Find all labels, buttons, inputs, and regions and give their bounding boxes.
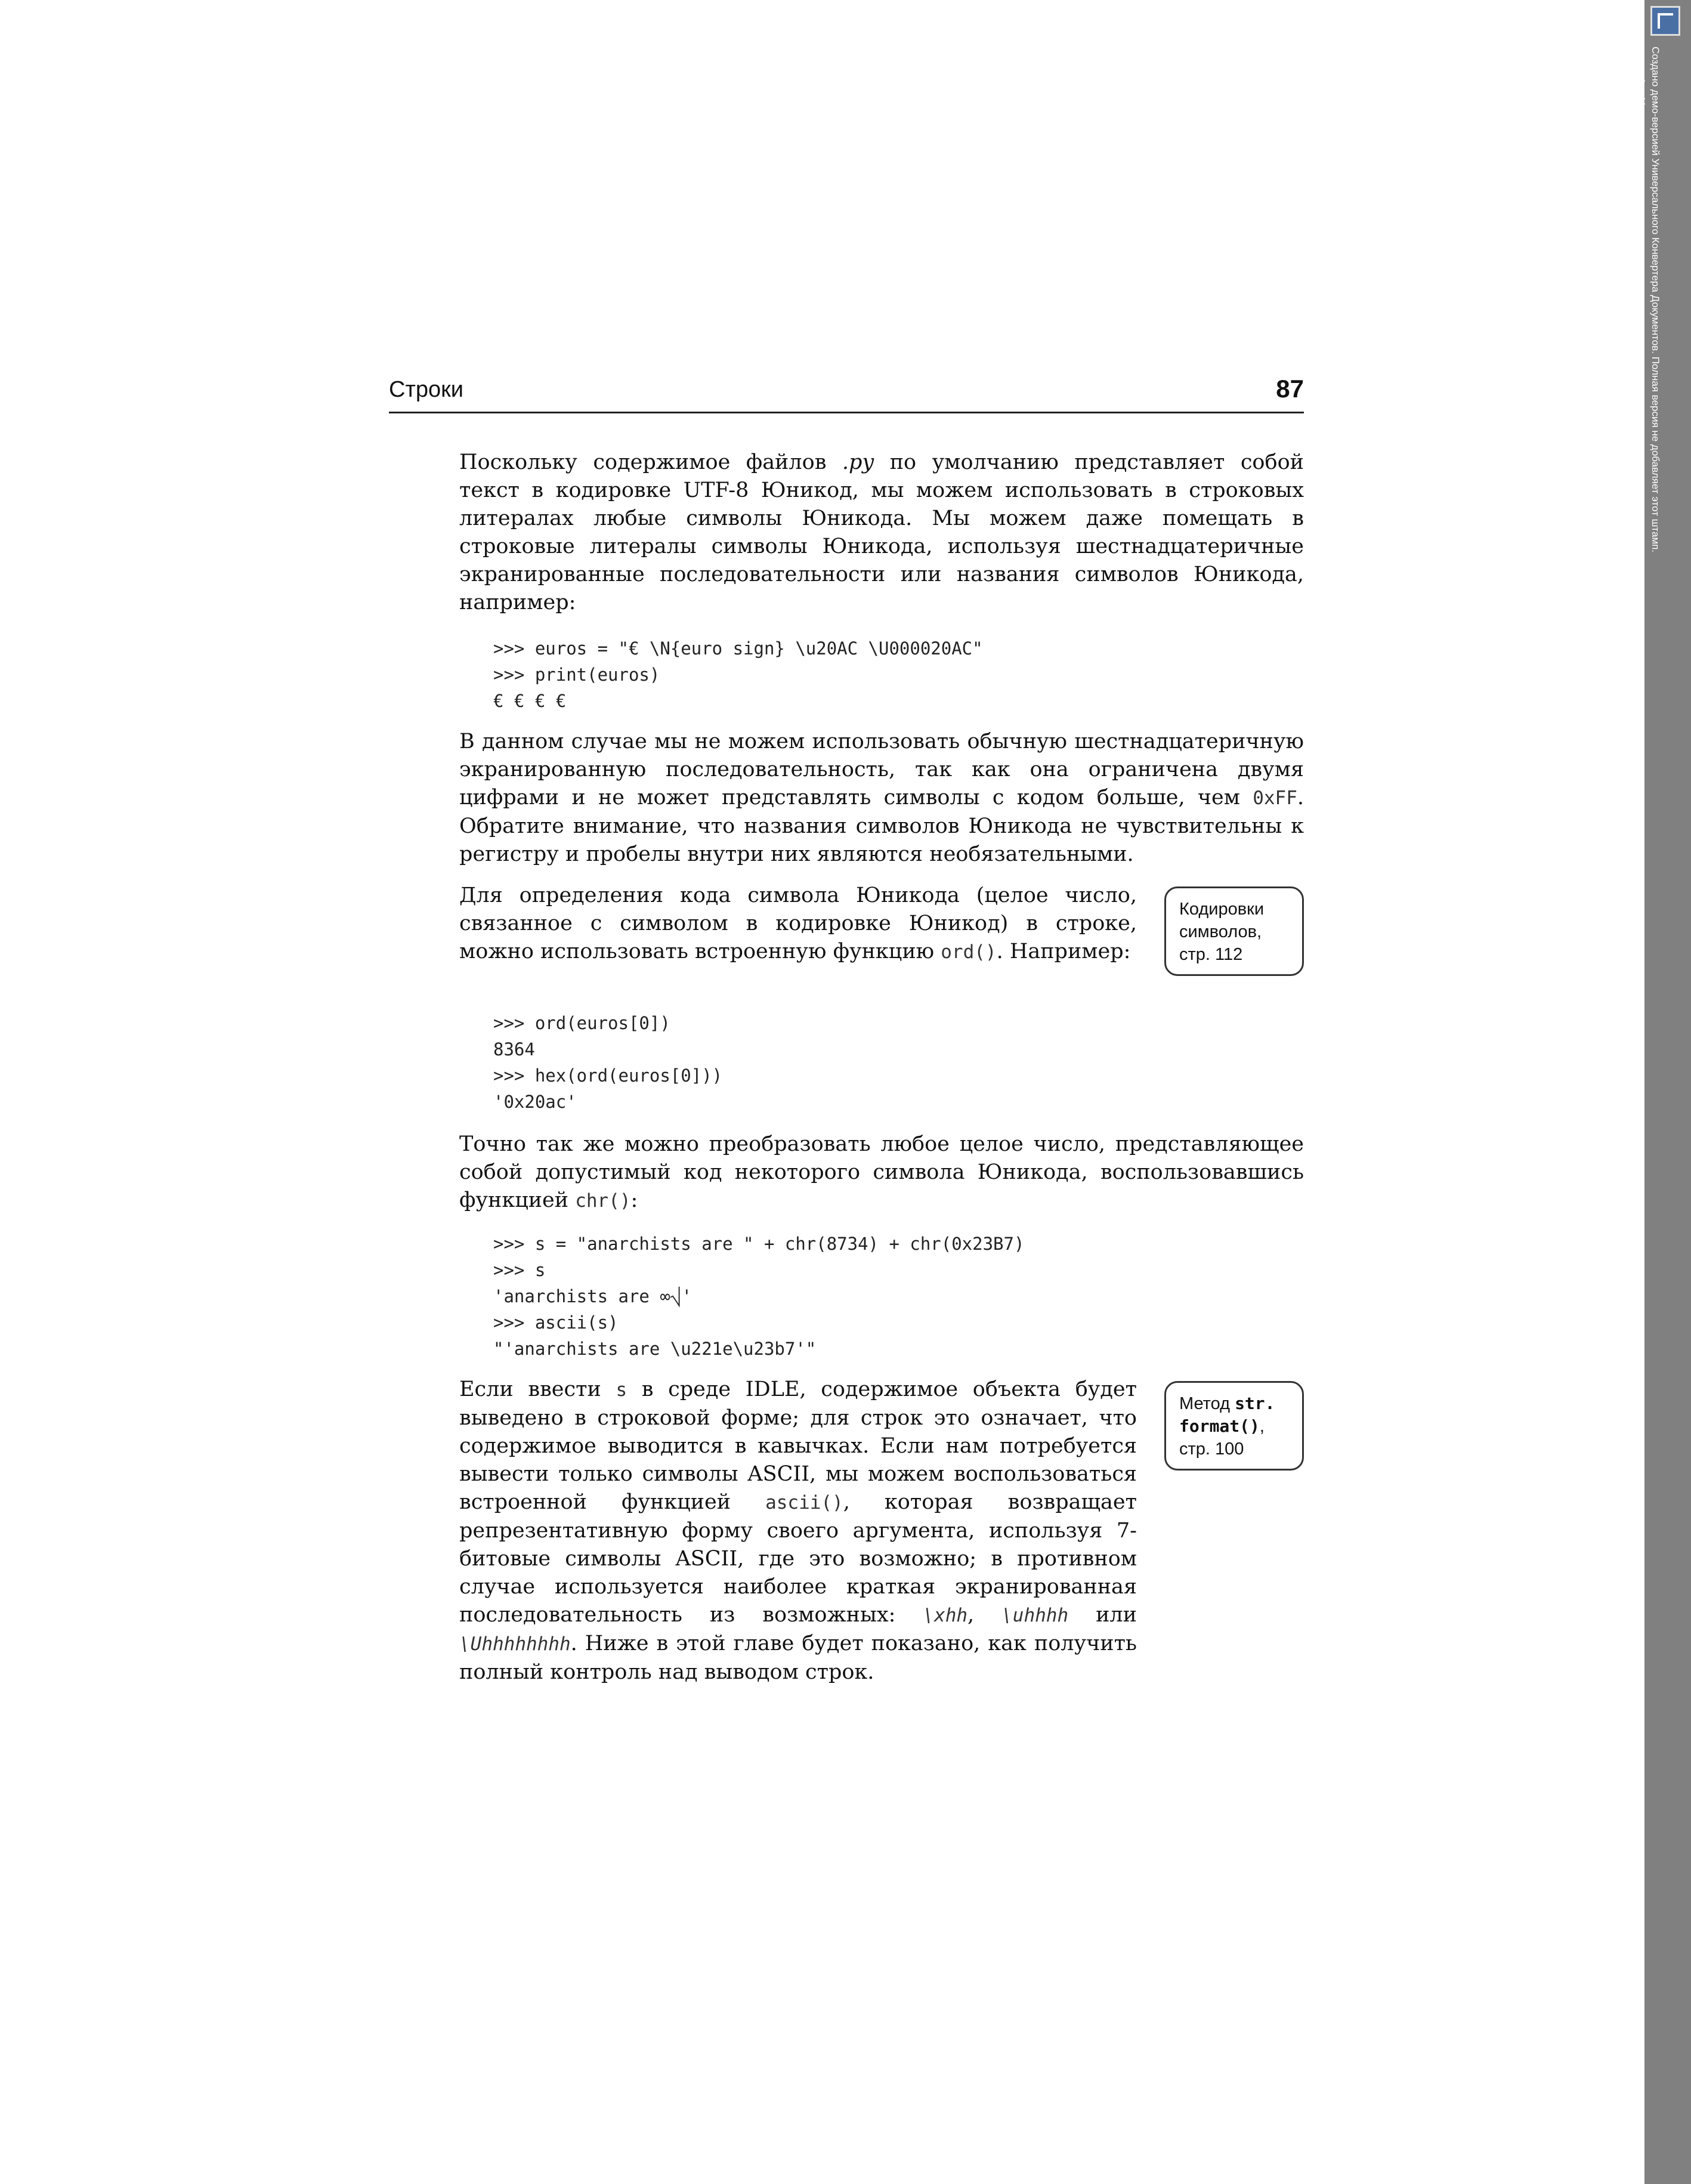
code-block-euros: [493, 635, 983, 714]
code-line: 8364: [493, 1039, 535, 1059]
margin-note-str-format: Метод str. format(), стр. 100: [1164, 1381, 1304, 1471]
code-line: >>> print(euros): [493, 665, 660, 685]
code-line: >>> hex(ord(euros[0])): [493, 1065, 723, 1086]
margin-note-encodings: Кодировки символов, стр. 112: [1164, 886, 1304, 976]
paragraph-chr: Точно так же можно преобразовать любое целое число, представляющее собой допустимый код некоторого символа Юникода, воспользовавшись функцией chr():: [459, 1132, 1304, 1212]
code-line: >>> s = "anarchists are " + chr(8734) + chr(0x23B7): [493, 1234, 1025, 1254]
inline-code: s: [616, 1379, 627, 1401]
escape-sequence: \xhh: [923, 1605, 968, 1626]
inline-code: ord(): [941, 941, 997, 963]
paragraph-hex-escape: В данном случае мы не можем использовать обычную шестнадцатеричную экранированную последовательность, так как она ограничена двумя цифрами и не может представлять символы с кодом больше, чем 0xFF. Обратите внимание, что названия символов Юникода не чувствительны к регистру и пробелы внутри них являются необязательными.: [459, 730, 1304, 866]
escape-sequence: \uhhhh: [1001, 1605, 1069, 1626]
file-extension: .py: [842, 450, 874, 474]
code-block-ord: [493, 1010, 722, 1115]
escape-sequence: \Uhhhhhhhh: [459, 1633, 571, 1655]
code-line: >>> ascii(s): [493, 1312, 619, 1333]
code-line: >>> ord(euros[0]): [493, 1013, 670, 1033]
page-header: [389, 375, 1304, 413]
paragraph-ord: Для определения кода символа Юникода (целое число, связанное с символом в кодировке Юникод) в строке, можно использовать встроенную функцию ord(). Например:: [459, 884, 1137, 963]
inline-code: chr(): [575, 1190, 631, 1212]
converter-logo-icon: [1650, 6, 1680, 36]
code-line: >>> euros = "€ \N{euro sign} \u20AC \U000020AC": [493, 638, 983, 659]
watermark-text: Создано демо-версией Универсального Конвертера Документов. Полная версия не добавляет этот штамп. www.print-driver.ru: [1636, 47, 1661, 553]
code-line: "'anarchists are \u221e\u23b7'": [493, 1339, 817, 1359]
code-block-chr: [493, 1231, 1024, 1362]
code-line: '0x20ac': [493, 1092, 577, 1112]
watermark-band: [1636, 0, 1691, 2184]
code-line: >>> s: [493, 1260, 546, 1280]
running-title: Строки: [389, 377, 463, 402]
code-line: 'anarchists are ∞⎷': [493, 1286, 693, 1306]
inline-code: ascii(): [765, 1492, 843, 1513]
code-line: € € € €: [493, 691, 567, 711]
inline-code: 0xFF: [1253, 787, 1297, 809]
page-number: 87: [1276, 375, 1304, 403]
paragraph-ascii: Если ввести s в среде IDLE, содержимое объекта будет выведено в строковой форме; для строк это означает, что содержимое выводится в кавычках. Если нам потребуется вывести только символы ASCII, мы можем воспользоваться встроенной функцией ascii(), которая возвращает репрезентативную форму своего аргумента, используя 7-битовые символы ASCII, где это возможно; в противном случае используется наиболее краткая экранированная последовательность из возможных: \xhh, \uhhhh или \Uhhhhhhhh. Ниже в этой главе будет показано, как получить полный контроль над выводом строк.: [459, 1377, 1137, 1684]
paragraph-utf8-literals: Поскольку содержимое файлов .py по умолчанию представляет собой текст в кодировке UTF-8 Юникод, мы можем использовать в строковых литералах любые символы Юникода. Мы можем даже помещать в строковые литералы символы Юникода, используя шестнадцатеричные экранированные последовательности или названия символов Юникода, например:: [459, 450, 1304, 614]
